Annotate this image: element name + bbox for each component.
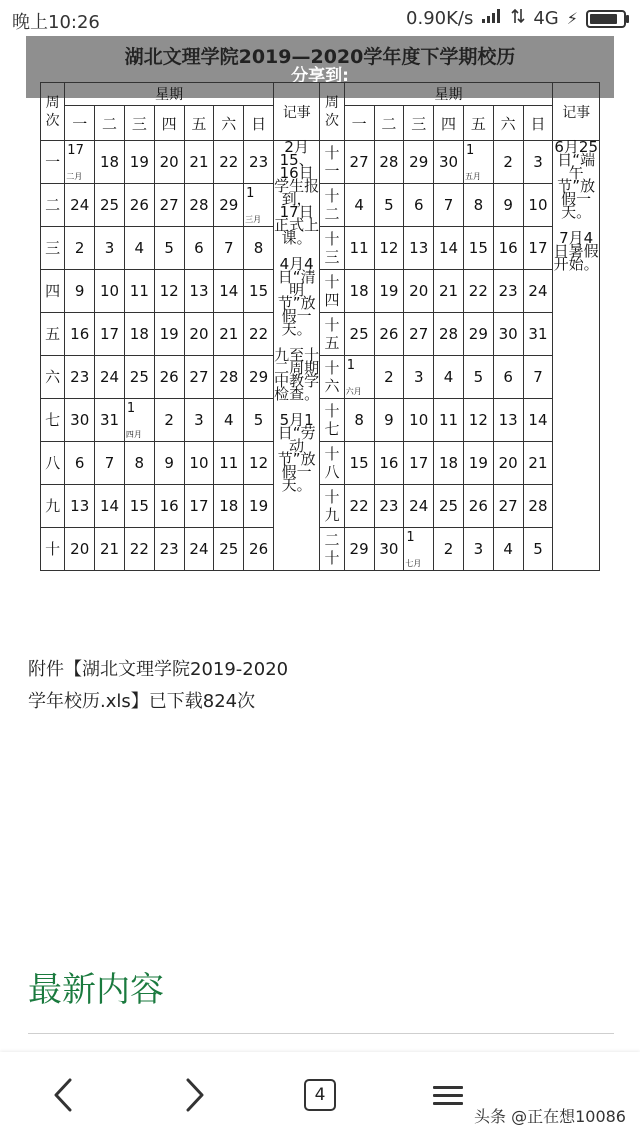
weekday-group-header: 星期 <box>344 83 553 106</box>
right-notes-cell: 6月25日“端午节”放假一天。 7月4日暑假开始。 <box>553 141 600 571</box>
calendar-header-row <box>41 83 600 106</box>
weekday-group-header: 星期 <box>65 83 274 106</box>
calendar-day-cell: 20 <box>493 442 523 485</box>
left-notes-cell: 2月15、16日学生报到，17日正式上课。 4月4日“清明节”放假一天。 九至十二周期中教学检查。 5月1日“劳动节”放假一天。 <box>273 141 319 571</box>
calendar-week-row <box>41 399 600 442</box>
calendar-day-cell: 18 <box>344 270 374 313</box>
calendar-day-cell: 22 <box>214 141 244 184</box>
month-marker: 二月 <box>66 172 83 181</box>
calendar-day-cell: 13 <box>65 485 95 528</box>
calendar-day-cell: 27 <box>184 356 214 399</box>
calendar-day-cell: 19 <box>244 485 274 528</box>
calendar-day-cell: 15 <box>463 227 493 270</box>
calendar-day-cell: 11 <box>344 227 374 270</box>
calendar-day-cell: 26 <box>374 313 404 356</box>
calendar-day-cell: 23 <box>244 141 274 184</box>
weekday-header: 三 <box>404 106 434 141</box>
calendar-day-cell: 25 <box>95 184 125 227</box>
calendar-day-cell: 27 <box>344 141 374 184</box>
calendar-day-cell: 9 <box>65 270 95 313</box>
calendar-week-row <box>41 442 600 485</box>
calendar-day-cell <box>124 399 154 442</box>
week-number-cell: 四 <box>41 270 65 313</box>
calendar-day-cell: 9 <box>154 442 184 485</box>
calendar-week-row <box>41 141 600 184</box>
calendar-day-cell: 23 <box>493 270 523 313</box>
calendar-day-cell: 21 <box>523 442 553 485</box>
calendar-day-cell: 26 <box>124 184 154 227</box>
calendar-day-cell <box>344 356 374 399</box>
week-number-cell: 三 <box>41 227 65 270</box>
calendar-week-row <box>41 313 600 356</box>
calendar-day-cell: 2 <box>65 227 95 270</box>
calendar-day-cell: 14 <box>523 399 553 442</box>
calendar-day-cell <box>65 141 95 184</box>
calendar-day-cell: 13 <box>493 399 523 442</box>
weekday-header: 四 <box>154 106 184 141</box>
calendar-day-cell: 29 <box>404 141 434 184</box>
week-number-cell: 五 <box>41 313 65 356</box>
calendar-day-cell: 3 <box>523 141 553 184</box>
calendar-day-cell: 24 <box>65 184 95 227</box>
week-column-header: 周次 <box>41 83 65 141</box>
calendar-day-cell <box>244 184 274 227</box>
calendar-day-cell: 5 <box>463 356 493 399</box>
calendar-day-cell: 16 <box>493 227 523 270</box>
weekday-header: 日 <box>523 106 553 141</box>
week-number-cell: 七 <box>41 399 65 442</box>
weekday-header: 四 <box>434 106 464 141</box>
calendar-day-cell: 10 <box>184 442 214 485</box>
calendar-day-cell: 12 <box>154 270 184 313</box>
tab-count-badge: 4 <box>304 1079 336 1111</box>
week-number-cell: 十三 <box>320 227 344 270</box>
week-number-cell: 十 <box>41 528 65 571</box>
calendar-day-cell: 6 <box>184 227 214 270</box>
status-time: 晚上10:26 <box>12 12 100 33</box>
calendar-day-cell: 29 <box>463 313 493 356</box>
day-number: 1 <box>465 143 475 158</box>
calendar-day-cell: 20 <box>65 528 95 571</box>
week-number-cell: 十五 <box>320 313 344 356</box>
calendar-day-cell: 30 <box>434 141 464 184</box>
calendar-day-cell: 18 <box>124 313 154 356</box>
calendar-day-cell: 4 <box>434 356 464 399</box>
calendar-week-row <box>41 485 600 528</box>
calendar-day-cell: 21 <box>434 270 464 313</box>
day-number: 17 <box>67 143 84 158</box>
calendar-day-cell: 25 <box>434 485 464 528</box>
calendar-day-cell: 21 <box>95 528 125 571</box>
battery-fill <box>590 14 617 24</box>
calendar-day-cell: 30 <box>493 313 523 356</box>
week-number-cell: 六 <box>41 356 65 399</box>
calendar-day-cell: 25 <box>344 313 374 356</box>
calendar-day-cell: 7 <box>214 227 244 270</box>
status-bar <box>0 0 640 36</box>
forward-button[interactable] <box>170 1070 220 1120</box>
calendar-day-cell: 15 <box>124 485 154 528</box>
calendar-day-cell: 5 <box>244 399 274 442</box>
calendar-day-cell: 5 <box>154 227 184 270</box>
day-number: 1 <box>126 401 136 416</box>
calendar-day-cell: 2 <box>154 399 184 442</box>
calendar-day-cell: 10 <box>523 184 553 227</box>
calendar-day-cell: 8 <box>124 442 154 485</box>
calendar-day-cell: 4 <box>124 227 154 270</box>
calendar-day-cell: 24 <box>184 528 214 571</box>
calendar-day-cell: 24 <box>404 485 434 528</box>
calendar-day-cell: 29 <box>244 356 274 399</box>
calendar-day-cell: 29 <box>344 528 374 571</box>
calendar-day-cell: 5 <box>523 528 553 571</box>
back-button[interactable] <box>38 1070 88 1120</box>
calendar-day-cell: 24 <box>523 270 553 313</box>
calendar-day-cell: 3 <box>184 399 214 442</box>
calendar-day-cell: 16 <box>374 442 404 485</box>
calendar-day-cell: 22 <box>244 313 274 356</box>
calendar-day-cell: 29 <box>214 184 244 227</box>
week-number-cell: 十八 <box>320 442 344 485</box>
calendar-day-cell: 21 <box>214 313 244 356</box>
calendar-day-cell: 26 <box>463 485 493 528</box>
calendar-image <box>40 42 600 582</box>
calendar-day-cell: 18 <box>95 141 125 184</box>
calendar-day-cell: 9 <box>374 399 404 442</box>
calendar-table <box>40 82 600 571</box>
calendar-day-cell: 6 <box>404 184 434 227</box>
calendar-day-cell: 15 <box>244 270 274 313</box>
source-watermark: 头条 @正在想10086 <box>474 1107 626 1126</box>
calendar-day-cell: 7 <box>523 356 553 399</box>
chevron-right-icon <box>185 1078 205 1112</box>
week-number-cell: 九 <box>41 485 65 528</box>
calendar-day-cell: 27 <box>154 184 184 227</box>
calendar-day-cell: 5 <box>374 184 404 227</box>
calendar-day-cell: 26 <box>244 528 274 571</box>
calendar-day-cell: 20 <box>154 141 184 184</box>
calendar-day-cell: 11 <box>434 399 464 442</box>
charging-icon: ⚡ <box>566 9 578 28</box>
calendar-day-cell: 3 <box>404 356 434 399</box>
week-column-header: 周次 <box>320 83 344 141</box>
calendar-day-cell: 14 <box>434 227 464 270</box>
calendar-day-cell: 17 <box>184 485 214 528</box>
chevron-left-icon <box>53 1078 73 1112</box>
calendar-day-cell: 26 <box>154 356 184 399</box>
week-number-cell: 十九 <box>320 485 344 528</box>
calendar-day-cell: 7 <box>95 442 125 485</box>
calendar-day-cell: 17 <box>95 313 125 356</box>
network-type-label: 4G <box>533 8 559 29</box>
calendar-day-cell: 18 <box>434 442 464 485</box>
calendar-day-cell: 25 <box>124 356 154 399</box>
tabs-button[interactable] <box>295 1070 345 1120</box>
calendar-day-cell: 25 <box>214 528 244 571</box>
calendar-day-cell: 30 <box>65 399 95 442</box>
calendar-day-cell: 27 <box>404 313 434 356</box>
calendar-week-row <box>41 356 600 399</box>
calendar-day-cell: 17 <box>523 227 553 270</box>
week-number-cell: 十二 <box>320 184 344 227</box>
calendar-day-cell: 22 <box>124 528 154 571</box>
calendar-day-cell: 30 <box>374 528 404 571</box>
week-number-cell: 十一 <box>320 141 344 184</box>
attachment-download-text[interactable]: 附件【湖北文理学院2019-2020学年校历.xls】已下载824次 <box>28 659 289 712</box>
calendar-day-cell: 31 <box>95 399 125 442</box>
menu-button[interactable] <box>423 1070 473 1120</box>
section-divider <box>28 1033 614 1034</box>
calendar-day-cell: 21 <box>184 141 214 184</box>
calendar-day-cell: 20 <box>404 270 434 313</box>
month-marker: 五月 <box>464 172 481 181</box>
calendar-day-cell: 19 <box>374 270 404 313</box>
calendar-week-row <box>41 528 600 571</box>
month-marker: 三月 <box>245 215 262 224</box>
day-number: 1 <box>406 530 415 545</box>
week-number-cell: 十四 <box>320 270 344 313</box>
calendar-day-cell: 24 <box>95 356 125 399</box>
calendar-day-cell: 8 <box>344 399 374 442</box>
calendar-day-cell: 7 <box>434 184 464 227</box>
calendar-day-cell: 16 <box>65 313 95 356</box>
weekday-header: 日 <box>244 106 274 141</box>
month-marker: 七月 <box>405 559 422 568</box>
calendar-day-cell: 2 <box>374 356 404 399</box>
week-number-cell: 十七 <box>320 399 344 442</box>
month-marker: 四月 <box>125 430 142 439</box>
day-number: 1 <box>246 186 255 201</box>
calendar-title: 湖北文理学院2019—2020学年度下学期校历 <box>124 46 516 68</box>
calendar-day-cell: 2 <box>493 141 523 184</box>
calendar-day-cell: 13 <box>184 270 214 313</box>
weekday-header: 三 <box>124 106 154 141</box>
status-right-group <box>406 8 626 29</box>
calendar-day-cell <box>463 141 493 184</box>
data-transfer-icon <box>511 8 525 29</box>
calendar-day-cell: 11 <box>214 442 244 485</box>
weekday-header: 二 <box>374 106 404 141</box>
signal-icon <box>481 8 503 29</box>
calendar-day-cell: 17 <box>404 442 434 485</box>
calendar-day-cell: 3 <box>95 227 125 270</box>
month-marker: 六月 <box>345 387 362 396</box>
calendar-day-cell: 22 <box>463 270 493 313</box>
calendar-day-cell: 28 <box>214 356 244 399</box>
calendar-day-cell: 19 <box>154 313 184 356</box>
calendar-day-cell: 10 <box>404 399 434 442</box>
calendar-day-cell <box>404 528 434 571</box>
calendar-day-cell: 28 <box>523 485 553 528</box>
calendar-day-cell: 6 <box>493 356 523 399</box>
calendar-day-cell: 23 <box>154 528 184 571</box>
calendar-day-cell: 9 <box>493 184 523 227</box>
calendar-day-cell: 22 <box>344 485 374 528</box>
weekday-header: 二 <box>95 106 125 141</box>
calendar-day-cell: 11 <box>124 270 154 313</box>
hamburger-menu-icon <box>433 1081 463 1110</box>
week-number-cell: 八 <box>41 442 65 485</box>
weekday-header: 一 <box>344 106 374 141</box>
weekday-header: 六 <box>493 106 523 141</box>
calendar-day-cell: 15 <box>344 442 374 485</box>
calendar-day-cell: 20 <box>184 313 214 356</box>
calendar-day-cell: 4 <box>344 184 374 227</box>
calendar-week-row <box>41 184 600 227</box>
network-speed: 0.90K/s <box>406 8 474 29</box>
calendar-day-cell: 12 <box>463 399 493 442</box>
calendar-day-cell: 8 <box>463 184 493 227</box>
calendar-day-cell: 3 <box>463 528 493 571</box>
calendar-day-cell: 12 <box>244 442 274 485</box>
week-number-cell: 一 <box>41 141 65 184</box>
week-number-cell: 十六 <box>320 356 344 399</box>
calendar-day-cell: 19 <box>463 442 493 485</box>
calendar-day-cell: 12 <box>374 227 404 270</box>
calendar-day-cell: 28 <box>374 141 404 184</box>
calendar-day-cell: 14 <box>214 270 244 313</box>
weekday-header: 一 <box>65 106 95 141</box>
calendar-day-cell: 14 <box>95 485 125 528</box>
day-number: 1 <box>346 358 355 373</box>
weekday-header: 五 <box>184 106 214 141</box>
calendar-day-cell: 4 <box>493 528 523 571</box>
calendar-day-cell: 31 <box>523 313 553 356</box>
week-number-cell: 二十 <box>320 528 344 571</box>
calendar-week-row <box>41 227 600 270</box>
calendar-day-cell: 27 <box>493 485 523 528</box>
calendar-day-cell: 19 <box>124 141 154 184</box>
calendar-week-row <box>41 270 600 313</box>
battery-icon <box>586 10 626 28</box>
calendar-day-cell: 28 <box>184 184 214 227</box>
notes-column-header: 记事 <box>273 83 319 141</box>
calendar-day-cell: 28 <box>434 313 464 356</box>
calendar-day-cell: 18 <box>214 485 244 528</box>
latest-content-heading: 最新内容 <box>28 970 164 1010</box>
calendar-day-cell: 23 <box>374 485 404 528</box>
calendar-day-cell: 2 <box>434 528 464 571</box>
week-number-cell: 二 <box>41 184 65 227</box>
calendar-day-cell: 10 <box>95 270 125 313</box>
calendar-day-cell: 6 <box>65 442 95 485</box>
weekday-header: 六 <box>214 106 244 141</box>
calendar-day-cell: 4 <box>214 399 244 442</box>
notes-column-header: 记事 <box>553 83 600 141</box>
weekday-header: 五 <box>463 106 493 141</box>
calendar-day-cell: 8 <box>244 227 274 270</box>
calendar-day-cell: 16 <box>154 485 184 528</box>
calendar-day-cell: 13 <box>404 227 434 270</box>
calendar-day-cell: 23 <box>65 356 95 399</box>
share-overlay-label[interactable]: 分享到: <box>291 66 349 86</box>
